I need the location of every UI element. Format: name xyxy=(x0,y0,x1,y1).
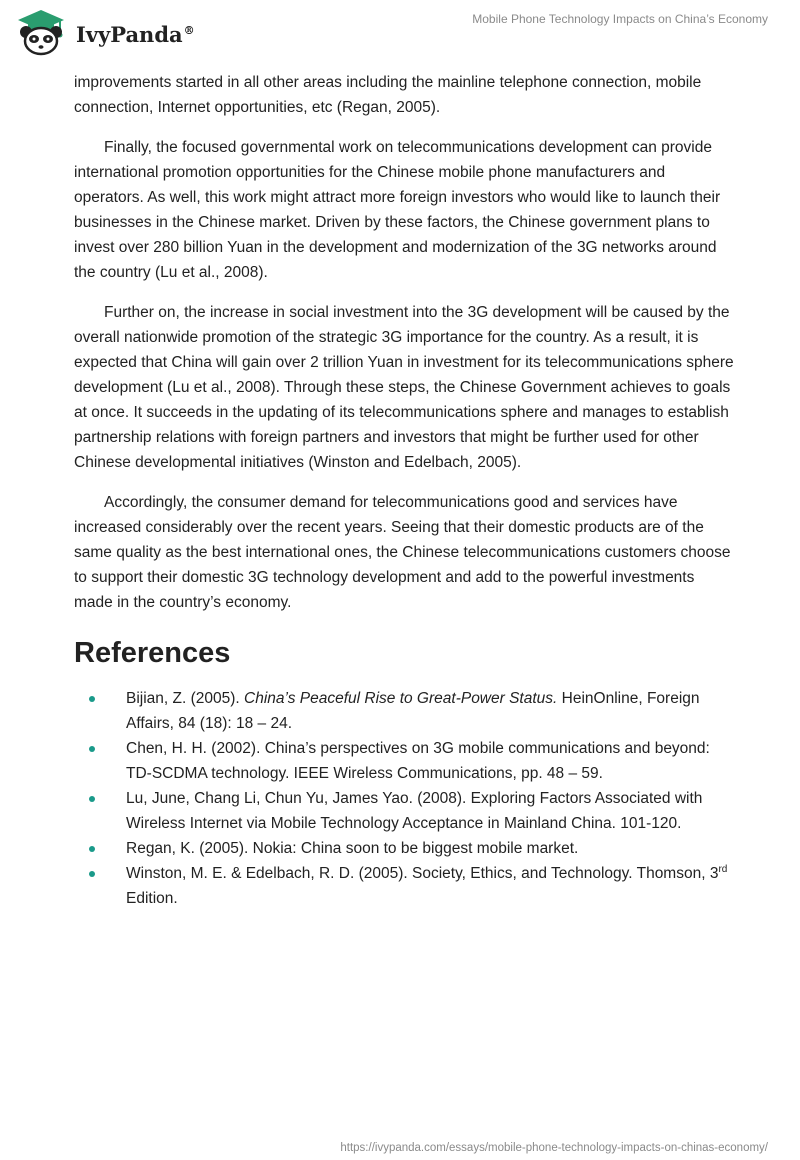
bullet-icon xyxy=(89,871,95,877)
reference-text: Winston, M. E. & Edelbach, R. D. (2005). Society, Ethics, and Technology. Thomson, 3 xyxy=(126,865,719,882)
panda-mascot-icon xyxy=(14,8,68,56)
bullet-icon xyxy=(89,746,95,752)
body-paragraph: Further on, the increase in social investment into the 3G development will be caused by the overall nationwide promotion of the strategic 3G importance for the country. As a result, it is expected that China will gain over 2 trillion Yuan in investment for its telecommunications sphere development (Lu et al., 2008). Through these steps, the Chinese Government achieves to goals at once. It succeeds in the updating of its telecommunications sphere and manages to establish partnership relations with foreign partners and investors that might be further used for other Chinese developmental initiatives (Winston and Edelbach, 2005). xyxy=(74,304,734,471)
body-paragraph: Accordingly, the consumer demand for telecommunications good and services have increased considerably over the recent years. Seeing that their domestic products are of the same quality as the best international ones, the Chinese telecommunications customers choose to support their domestic 3G technology development and add to the powerful investments made in the country’s economy. xyxy=(74,494,731,611)
source-url-link[interactable]: https://ivypanda.com/essays/mobile-phone-technology-impacts-on-chinas-economy/ xyxy=(340,1142,768,1154)
bullet-icon xyxy=(89,696,95,702)
reference-item xyxy=(74,786,734,836)
body-paragraph: Finally, the focused governmental work on telecommunications development can provide international promotion opportunities for the Chinese mobile phone manufacturers and operators. As well, this work might attract more foreign investors who would like to launch their businesses in the Chinese market. Driven by these factors, the Chinese government plans to invest over 280 billion Yuan in the development and modernization of the 3G networks around the country (Lu et al., 2008). xyxy=(74,139,721,281)
ordinal-suffix: rd xyxy=(718,863,728,875)
reference-item xyxy=(74,836,734,861)
references-heading: References xyxy=(74,637,231,669)
reference-text: HeinOnline, Foreign Affairs, 84 (18): 18 – 24. xyxy=(126,690,700,732)
reference-item xyxy=(74,861,734,911)
body-paragraph: improvements started in all other areas including the mainline telephone connection, mobile connection, Internet opportunities, etc (Regan, 2005). xyxy=(74,74,702,116)
document-title: Mobile Phone Technology Impacts on China’s Economy xyxy=(472,12,768,26)
reference-title: China’s Peaceful Rise to Great-Power Status. xyxy=(244,690,558,707)
reference-text: Bijian, Z. (2005). xyxy=(126,690,245,707)
reference-text: Regan, K. (2005). Nokia: China soon to be biggest mobile market. xyxy=(126,840,579,857)
reference-item xyxy=(74,686,734,736)
bullet-icon xyxy=(89,846,95,852)
brand-name: IvyPanda® xyxy=(76,22,195,47)
ivypanda-logo[interactable] xyxy=(14,8,214,58)
reference-text: Lu, June, Chang Li, Chun Yu, James Yao. (2008). Exploring Factors Associated with Wireless Internet via Mobile Technology Acceptance in Mainland China. 101-120. xyxy=(126,790,703,832)
bullet-icon xyxy=(89,796,95,802)
essay-content xyxy=(74,70,734,911)
registered-mark: ® xyxy=(183,24,195,37)
page-header xyxy=(0,0,800,66)
reference-text: Chen, H. H. (2002). China’s perspectives on 3G mobile communications and beyond: TD-SCDMA technology. IEEE Wireless Communications, pp. 48 – 59. xyxy=(126,740,710,782)
reference-item xyxy=(74,736,734,786)
references-list xyxy=(74,686,734,911)
reference-text: Edition. xyxy=(126,890,178,907)
